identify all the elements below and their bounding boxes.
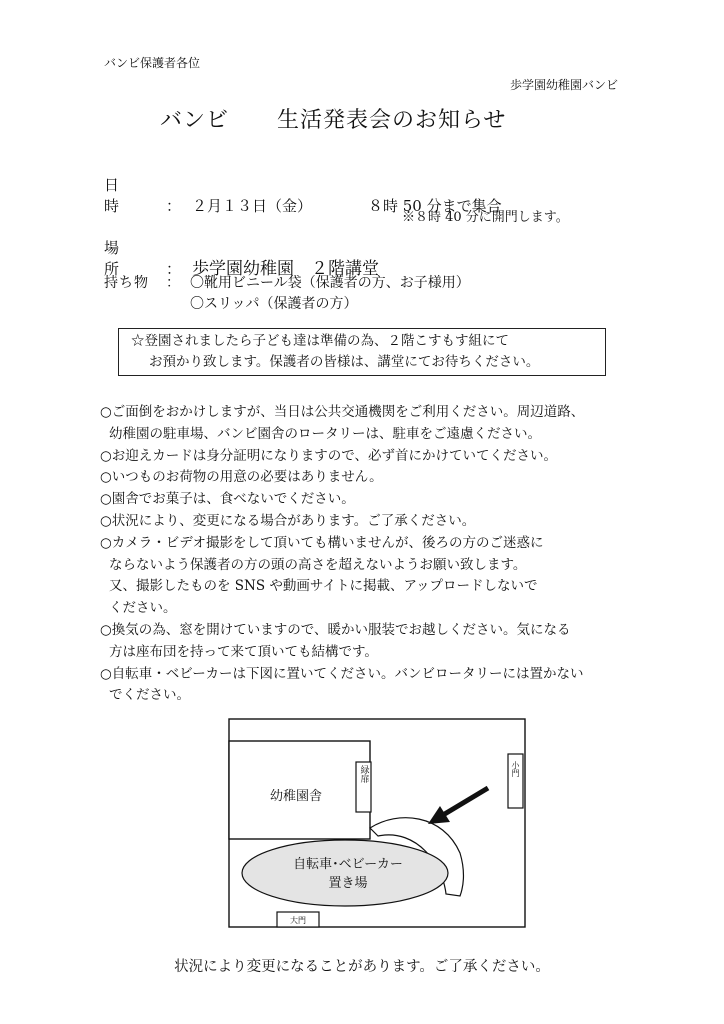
bullet-list	[100, 402, 640, 707]
items-row	[104, 272, 192, 292]
parking-label-line1: 自転車･ベビーカー	[293, 857, 403, 872]
items-label: 持ち物	[104, 275, 149, 291]
colon: ：	[166, 275, 180, 291]
list-item: ○状況により、変更になる場合があります。ご了承ください。	[100, 512, 476, 529]
datetime-label: 日 時	[104, 176, 151, 215]
green-door-label: 緑扉	[358, 765, 369, 783]
list-item: ○自転車・ベビーカーは下図に置いてください。バンビロータリーには置かない	[100, 665, 584, 682]
list-item: ○カメラ・ビデオ撮影をして頂いても構いませんが、後ろの方のご迷惑に	[100, 534, 544, 551]
list-item-continuation: ならないよう保護者の方の頭の高さを超えないようお願い致します。	[109, 556, 527, 573]
place-value: 歩学園幼稚園 ２階講堂	[192, 259, 379, 279]
addressee: バンビ保護者各位	[104, 56, 201, 70]
item-2: 〇スリッパ（保護者の方）	[190, 296, 358, 312]
list-item-continuation: 幼稚園の駐車場、バンビ園舎のロータリーは、駐車をご遠慮ください。	[109, 425, 541, 442]
list-item-continuation: ください。	[109, 600, 177, 617]
list-item-continuation: でください。	[109, 687, 190, 704]
list-item-continuation: 方は座布団を持って来て頂いても結構です。	[109, 643, 378, 660]
list-item: ○いつものお荷物の用意の必要はありません。	[100, 469, 383, 486]
parking-label-line2: 置き場	[328, 876, 368, 891]
event-time: ８時 50 分まで集合	[368, 197, 502, 215]
site-map	[228, 718, 526, 928]
item-1: 〇靴用ビニール袋（保護者の方、お子様用）	[190, 275, 470, 291]
building-label: 幼稚園舎	[269, 789, 323, 804]
event-date: ２月１３日（金）	[192, 197, 313, 215]
list-item: ○ご面倒をおかけしますが、当日は公共交通機関をご利用ください。周辺道路、	[100, 404, 585, 420]
notice-line: ☆登園されましたら子ども達は準備の為、２階こすもす組にて	[131, 333, 509, 349]
main-gate-label: 大門	[290, 916, 306, 925]
colon: ：	[166, 260, 182, 278]
colon: ：	[166, 197, 182, 215]
sender: 歩学園幼稚園バンビ	[509, 78, 618, 92]
notice-box	[118, 328, 606, 376]
list-item: ○園舎でお菓子は、食べないでください。	[100, 491, 355, 508]
list-item: ○お迎えカードは身分証明になりますので、必ず首にかけていてください。	[100, 447, 558, 464]
small-gate-label: 小門	[511, 761, 520, 777]
place-label: 場 所	[104, 239, 151, 278]
page-title	[160, 103, 506, 134]
gate-note: ※８時 40 分に開門します。	[402, 210, 569, 225]
parking-area	[242, 840, 448, 906]
notice-line: お預かり致します。保護者の皆様は、講堂にてお待ちください。	[149, 354, 540, 370]
title-main: 生活発表会のお知らせ	[277, 108, 507, 133]
map-caption: 状況により変更になることがあります。ご了承ください。	[174, 959, 550, 975]
list-item: ○換気の為、窓を開けていますので、暖かい服装でお越しください。気になる	[100, 621, 571, 638]
title-class: バンビ	[160, 108, 230, 133]
list-item-continuation: 又、撮影したものを SNS や動画サイトに掲載、アップロードしないで	[109, 578, 538, 595]
